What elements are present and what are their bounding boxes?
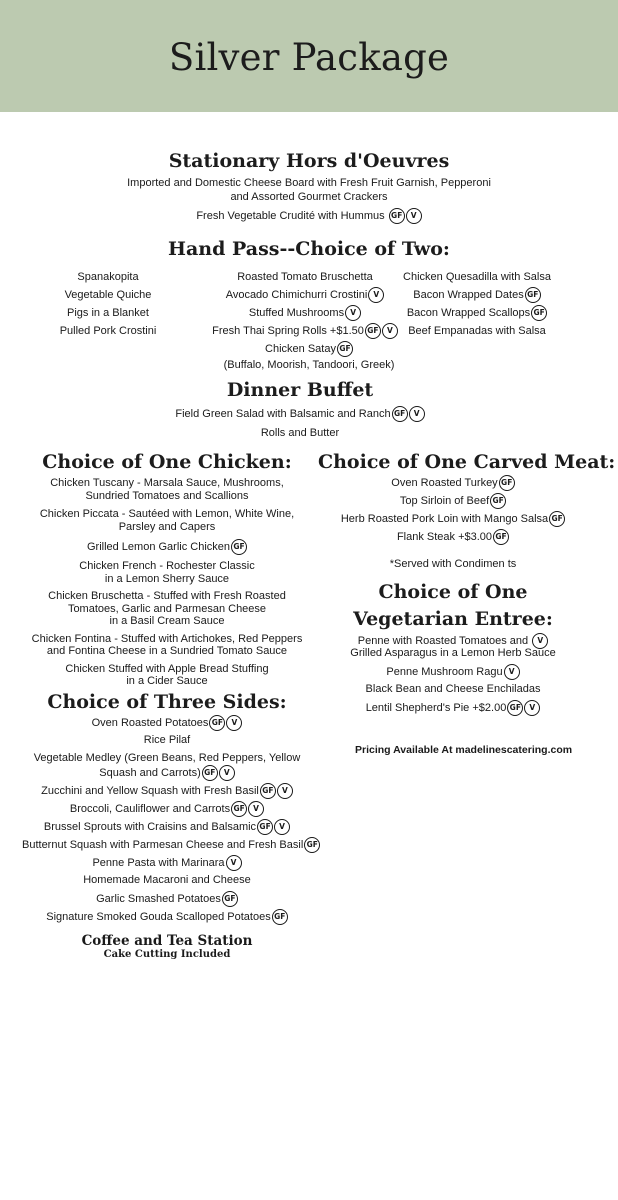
list-item xyxy=(205,304,405,322)
list-item: Chicken Bruschetta - Stuffed with Fresh Roasted Tomatoes, Garlic and Parmesan Cheese in a Basil Cream Sauce xyxy=(48,590,286,627)
list-item-label: Oven Roasted Potatoes xyxy=(91,716,209,729)
carved-section xyxy=(318,451,616,718)
list-item xyxy=(318,633,588,646)
list-item: Chicken Piccata - Sautéed with Lemon, White Wine, Parsley and Capers xyxy=(39,508,295,533)
vegetarian-icon: V xyxy=(524,700,540,716)
list-item xyxy=(205,322,405,340)
veg-heading-2: Vegetarian Entree: xyxy=(353,608,553,630)
gluten-free-icon: GF xyxy=(337,341,353,357)
handpass-col2 xyxy=(205,268,405,340)
pricing-link[interactable]: Pricing Available At madelinescatering.com xyxy=(355,744,573,756)
handpass-col1 xyxy=(48,268,168,340)
list-item-label: Bacon Wrapped Dates xyxy=(413,289,524,301)
list-item xyxy=(398,286,556,304)
list-item xyxy=(205,286,405,304)
rolls-item: Rolls and Butter xyxy=(260,427,340,439)
list-item xyxy=(22,909,312,927)
list-item xyxy=(318,475,588,493)
veg-list xyxy=(318,633,588,718)
gluten-free-icon: GF xyxy=(493,529,509,545)
list-item xyxy=(318,529,588,547)
list-item-label: Brussel Sprouts with Craisins and Balsamic xyxy=(43,820,257,833)
coffee-subtext: Cake Cutting Included xyxy=(103,949,231,960)
handpass-heading: Hand Pass--Choice of Two: xyxy=(168,238,450,260)
list-item: Beef Empanadas with Salsa xyxy=(408,325,546,337)
list-item: Pigs in a Blanket xyxy=(67,307,149,319)
list-item xyxy=(318,493,588,511)
handpass-section xyxy=(0,238,618,260)
list-item-label: Top Sirloin of Beef xyxy=(399,494,490,507)
salad-item xyxy=(0,406,600,422)
list-item: Black Bean and Cheese Enchiladas xyxy=(365,683,541,695)
list-item xyxy=(22,539,312,555)
sides-list xyxy=(22,715,318,927)
gluten-free-icon: GF xyxy=(202,765,218,781)
list-item: Chicken Quesadilla with Salsa xyxy=(403,271,551,283)
list-item xyxy=(318,664,588,682)
gluten-free-icon: GF xyxy=(507,700,523,716)
list-item xyxy=(22,801,312,819)
cheese-board-line: Imported and Domestic Cheese Board with Fresh Fruit Garnish, Pepperoni xyxy=(127,177,491,189)
gluten-free-icon: GF xyxy=(392,406,408,422)
list-item: Chicken French - Rochester Classic in a Lemon Sherry Sauce xyxy=(79,560,255,585)
coffee-heading: Coffee and Tea Station xyxy=(81,933,253,949)
list-item-label: Bacon Wrapped Scallops xyxy=(406,307,531,319)
salad-label: Field Green Salad with Balsamic and Ranch xyxy=(175,407,391,420)
vegetarian-icon: V xyxy=(409,406,425,422)
condiments-note: *Served with Condimen ts xyxy=(389,558,517,570)
list-item xyxy=(22,715,312,733)
list-item: Spanakopita xyxy=(77,271,139,283)
list-item xyxy=(318,700,588,718)
sides-heading: Choice of Three Sides: xyxy=(47,691,287,713)
gluten-free-icon: GF xyxy=(549,511,565,527)
list-item-label: Penne with Roasted Tomatoes and xyxy=(357,634,529,647)
buffet-heading: Dinner Buffet xyxy=(226,379,374,401)
vegetarian-icon: V xyxy=(532,633,548,649)
list-item-label: Zucchini and Yellow Squash with Fresh Basil xyxy=(41,784,259,797)
stationary-heading: Stationary Hors d'Oeuvres xyxy=(168,150,450,172)
vegetarian-icon: V xyxy=(406,208,422,224)
gluten-free-icon: GF xyxy=(365,323,381,339)
gluten-free-icon: GF xyxy=(499,475,515,491)
vegetarian-icon: V xyxy=(226,855,242,871)
vegetarian-icon: V xyxy=(226,715,242,731)
list-item-label: Flank Steak +$3.00 xyxy=(396,530,493,543)
list-item: Vegetable Quiche xyxy=(64,289,152,301)
gluten-free-icon: GF xyxy=(231,539,247,555)
vegetarian-icon: V xyxy=(504,664,520,680)
list-item-label: Broccoli, Cauliflower and Carrots xyxy=(69,802,231,815)
vegetarian-icon: V xyxy=(248,801,264,817)
list-item-line: Grilled Asparagus in a Lemon Herb Sauce xyxy=(350,647,556,659)
vegetarian-icon: V xyxy=(368,287,384,303)
list-item-label: Lentil Shepherd's Pie +$2.00 xyxy=(365,701,507,714)
list-item: Chicken Tuscany - Marsala Sauce, Mushrooms, Sundried Tomatoes and Scallions xyxy=(50,477,284,502)
vegetarian-icon: V xyxy=(274,819,290,835)
list-item-label: Stuffed Mushrooms xyxy=(248,307,345,319)
list-item-label: Fresh Thai Spring Rolls +$1.50 xyxy=(212,325,364,337)
gluten-free-icon: GF xyxy=(231,801,247,817)
carved-heading: Choice of One Carved Meat: xyxy=(318,451,616,473)
list-item xyxy=(22,855,312,873)
list-item xyxy=(22,891,312,909)
list-item: Rice Pilaf xyxy=(143,734,191,746)
gluten-free-icon: GF xyxy=(531,305,547,321)
list-item-label: Squash and Carrots) xyxy=(99,766,201,779)
list-item xyxy=(22,837,318,855)
list-item: Chicken Stuffed with Apple Bread Stuffing in a Cider Sauce xyxy=(65,662,269,687)
satay-label: Chicken Satay xyxy=(265,342,336,355)
page-title: Silver Package xyxy=(168,36,450,79)
list-item-label: Herb Roasted Pork Loin with Mango Salsa xyxy=(340,512,549,525)
vegetarian-icon: V xyxy=(345,305,361,321)
list-item xyxy=(22,765,312,783)
chicken-section xyxy=(22,451,312,688)
list-item: Homemade Macaroni and Cheese xyxy=(83,874,251,886)
list-item-label: Penne Pasta with Marinara xyxy=(92,856,225,869)
gluten-free-icon: GF xyxy=(272,909,288,925)
list-item-label: Oven Roasted Turkey xyxy=(391,476,498,489)
handpass-col3 xyxy=(398,268,556,340)
satay-block xyxy=(0,341,618,372)
list-item-label: Butternut Squash with Parmesan Cheese and Fresh Basil xyxy=(22,838,304,851)
gluten-free-icon: GF xyxy=(490,493,506,509)
list-item: Chicken Fontina - Stuffed with Artichokes, Red Peppers and Fontina Cheese in a Sundried Tomato Sauce xyxy=(31,632,303,657)
gluten-free-icon: GF xyxy=(304,837,320,853)
vegetarian-icon: V xyxy=(277,783,293,799)
list-item-line: Vegetable Medley (Green Beans, Red Peppers, Yellow xyxy=(33,752,301,764)
crudite-item xyxy=(0,208,618,224)
sides-section xyxy=(22,691,318,960)
list-item xyxy=(22,783,312,801)
list-item-label: Avocado Chimichurri Crostini xyxy=(225,289,368,301)
satay-item xyxy=(0,341,618,357)
title-banner xyxy=(0,0,618,112)
veg-heading-1: Choice of One xyxy=(378,581,528,603)
list-item-label: Grilled Lemon Garlic Chicken xyxy=(86,540,231,553)
satay-note: (Buffalo, Moorish, Tandoori, Greek) xyxy=(223,359,395,371)
gluten-free-icon: GF xyxy=(257,819,273,835)
gluten-free-icon: GF xyxy=(260,783,276,799)
gluten-free-icon: GF xyxy=(209,715,225,731)
buffet-section xyxy=(0,379,600,440)
list-item-label: Penne Mushroom Ragu xyxy=(386,665,503,678)
chicken-heading: Choice of One Chicken: xyxy=(42,451,292,473)
carved-list xyxy=(318,475,588,547)
list-item xyxy=(398,304,556,322)
stationary-section xyxy=(0,150,618,224)
list-item-label: Garlic Smashed Potatoes xyxy=(96,892,221,905)
list-item xyxy=(318,511,588,529)
vegetarian-icon: V xyxy=(382,323,398,339)
cheese-board-line-2: and Assorted Gourmet Crackers xyxy=(230,191,388,203)
crudite-label: Fresh Vegetable Crudité with Hummus xyxy=(196,209,385,222)
vegetarian-icon: V xyxy=(219,765,235,781)
gluten-free-icon: GF xyxy=(222,891,238,907)
gluten-free-icon: GF xyxy=(525,287,541,303)
list-item-label: Signature Smoked Gouda Scalloped Potatoes xyxy=(46,910,271,923)
list-item: Roasted Tomato Bruschetta xyxy=(237,271,373,283)
list-item: Pulled Pork Crostini xyxy=(59,325,157,337)
gluten-free-icon: GF xyxy=(389,208,405,224)
list-item xyxy=(22,819,312,837)
